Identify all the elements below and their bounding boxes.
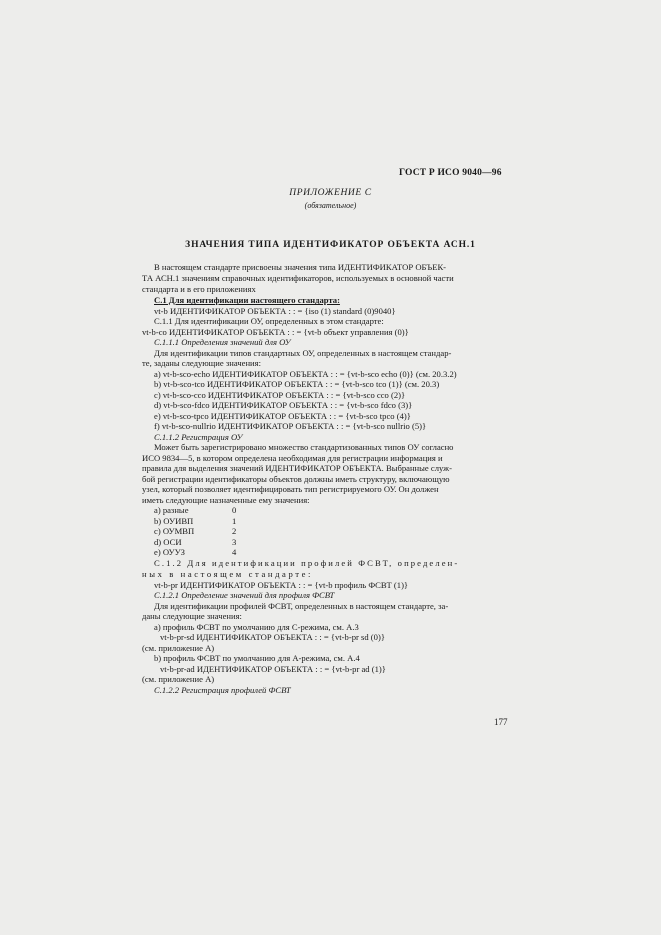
- clause-c121-text-1: Для идентификации профилей ФСВТ, определенных в настоящем стандарте, за-: [154, 601, 449, 611]
- page-number: 177: [494, 717, 508, 727]
- clause-c112: С.1.1.2 Регистрация ОУ: [154, 432, 243, 442]
- values-list-label: e) ОУУЗ: [154, 547, 185, 557]
- intro-line-3: стандарта и в его приложениях: [142, 284, 256, 294]
- clause-c121: С.1.2.1 Определение значений для профиля ФСВТ: [154, 590, 335, 600]
- values-list-value: 1: [232, 516, 237, 526]
- values-list-label: d) ОСИ: [154, 537, 182, 547]
- clause-c1: С.1 Для идентификации настоящего стандарта:: [154, 295, 340, 305]
- clause-c11: С.1.1 Для идентификации ОУ, определенных в этом стандарте:: [154, 316, 384, 326]
- sco-cco-line: c) vt-b-sco-cco ИДЕНТИФИКАТОР ОБЪЕКТА : : = {vt-b-sco cco (2)}: [154, 390, 406, 400]
- appendix-subtitle: (обязательное): [304, 201, 357, 210]
- appendix-title: ПРИЛОЖЕНИЕ С: [289, 188, 372, 198]
- registration-text-5: узел, который позволяет идентифицировать тип регистрируемого ОУ. Он должен: [142, 484, 439, 494]
- values-list-value: 3: [232, 537, 237, 547]
- values-list-label: c) ОУМВП: [154, 526, 195, 536]
- registration-text-6: иметь следующие назначенные ему значения:: [142, 495, 310, 505]
- sco-echo-line: a) vt-b-sco-echo ИДЕНТИФИКАТОР ОБЪЕКТА : : = {vt-b-sco echo (0)} (см. 20.3.2): [154, 369, 457, 379]
- clause-c121-text-2: даны следующие значения:: [142, 611, 242, 621]
- sco-fdco-line: d) vt-b-sco-fdco ИДЕНТИФИКАТОР ОБЪЕКТА : : = {vt-b-sco fdco (3)}: [154, 400, 413, 410]
- registration-text-4: бой регистрации идентификаторы объектов должны иметь структуру, включающую: [142, 474, 450, 484]
- clause-c122: С.1.2.2 Регистрация профилей ФСВТ: [154, 685, 291, 695]
- profile-ad-ref: (см. приложение А): [142, 674, 215, 684]
- sco-nullrio-line: f) vt-b-sco-nullrio ИДЕНТИФИКАТОР ОБЪЕКТА : : = {vt-b-sco nullrio (5)}: [154, 421, 427, 431]
- clause-c111: С.1.1.1 Определения значений для ОУ: [154, 337, 291, 347]
- standard-header: ГОСТ Р ИСО 9040—96: [399, 168, 502, 178]
- sco-tco-line: b) vt-b-sco-tco ИДЕНТИФИКАТОР ОБЪЕКТА : : = {vt-b-sco tco (1)} (см. 20.3): [154, 379, 440, 389]
- intro-line-2: ТА АСН.1 значениям справочных идентификаторов, используемых в основной части: [142, 273, 454, 283]
- profile-ad-line: b) профиль ФСВТ по умолчанию для А-режима, см. А.4: [154, 653, 360, 663]
- profile-ad-value: vt-b-pr-ad ИДЕНТИФИКАТОР ОБЪЕКТА : : = {vt-b-pr ad (1)}: [160, 664, 386, 674]
- section-title: ЗНАЧЕНИЯ ТИПА ИДЕНТИФИКАТОР ОБЪЕКТА АСН.1: [185, 240, 476, 250]
- profile-sd-line: a) профиль ФСВТ по умолчанию для С-режима, см. А.3: [154, 622, 359, 632]
- clause-c11-value: vt-b-co ИДЕНТИФИКАТОР ОБЪЕКТА : : = {vt-b объект управления (0)}: [142, 327, 409, 337]
- clause-c12-cont: ных в настоящем стандарте:: [142, 569, 314, 579]
- registration-text-2: ИСО 9834—5, в котором определена необходимая для регистрации информация и: [142, 453, 443, 463]
- values-list-label: b) ОУИВП: [154, 516, 194, 526]
- clause-c1-value: vt-b ИДЕНТИФИКАТОР ОБЪЕКТА : : = {iso (1) standard (0)9040}: [154, 306, 396, 316]
- clause-c111-text-2: те, заданы следующие значения:: [142, 358, 261, 368]
- registration-text-3: правила для выделения значений ИДЕНТИФИКАТОР ОБЪЕКТА. Выбранные служ-: [142, 463, 452, 473]
- profile-sd-ref: (см. приложение А): [142, 643, 215, 653]
- values-list-value: 4: [232, 547, 237, 557]
- sco-tpco-line: e) vt-b-sco-tpco ИДЕНТИФИКАТОР ОБЪЕКТА : : = {vt-b-sco tpco (4)}: [154, 411, 411, 421]
- clause-c111-text-1: Для идентификации типов стандартных ОУ, определенных в настоящем стандар-: [154, 348, 452, 358]
- clause-c12: С.1.2 Для идентификации профилей ФСВТ, определен-: [154, 558, 460, 568]
- registration-text-1: Может быть зарегистрировано множество стандартизованных типов ОУ согласно: [154, 442, 454, 452]
- profile-sd-value: vt-b-pr-sd ИДЕНТИФИКАТОР ОБЪЕКТА : : = {vt-b-pr sd (0)}: [160, 632, 385, 642]
- values-list-label: a) разные: [154, 505, 189, 515]
- values-list-value: 2: [232, 526, 237, 536]
- clause-c12-value: vt-b-pr ИДЕНТИФИКАТОР ОБЪЕКТА : : = {vt-b профиль ФСВТ (1)}: [154, 580, 409, 590]
- intro-line-1: В настоящем стандарте присвоены значения типа ИДЕНТИФИКАТОР ОБЪЕК-: [154, 262, 447, 272]
- values-list-value: 0: [232, 505, 237, 515]
